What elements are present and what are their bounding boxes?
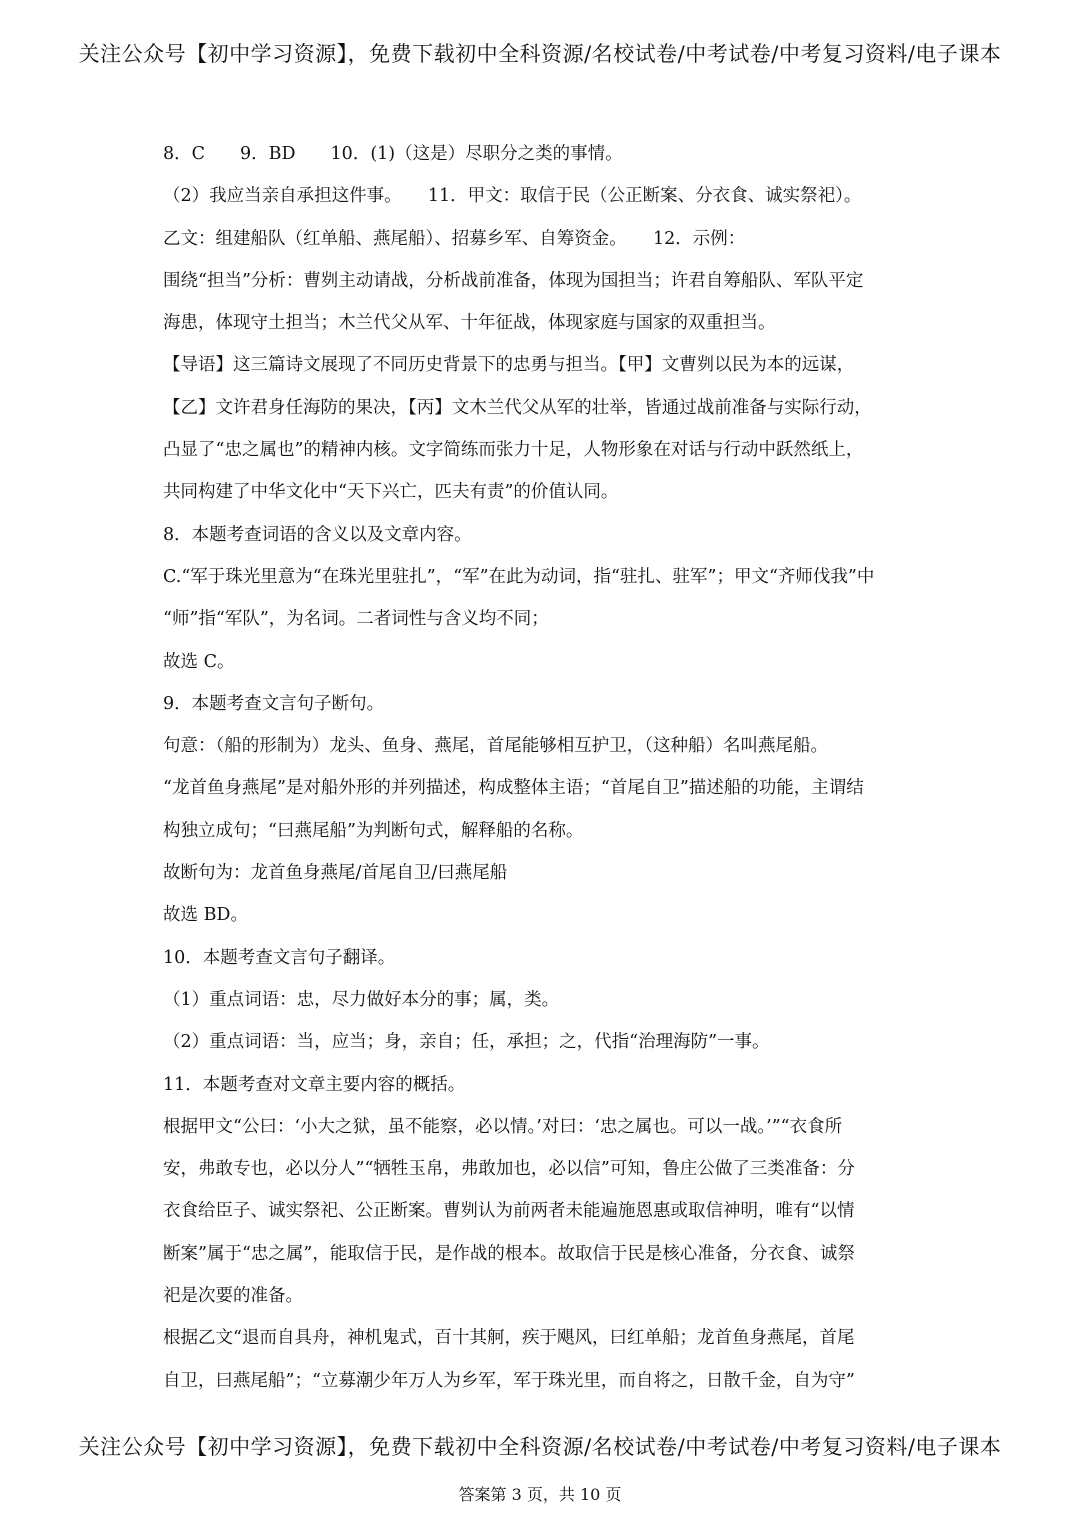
text-line: 共同构建了中华文化中“天下兴亡，匹夫有责”的价值认同。 xyxy=(163,482,619,503)
text-line: 【导语】这三篇诗文展现了不同历史背景下的忠勇与担当。【甲】文曹刿以民为本的远谋， xyxy=(163,355,855,376)
text-line: （2）我应当亲自承担这件事。 11．甲文：取信于民（公正断案、分衣食、诚实祭祀）。 xyxy=(163,186,862,207)
header-banner: 关注公众号【初中学习资源】，免费下载初中全科资源/名校试卷/中考试卷/中考复习资料/电子课本 xyxy=(78,42,1002,66)
text-line: 故断句为：龙首鱼身燕尾/首尾自卫/曰燕尾船 xyxy=(163,863,508,884)
footer-banner: 关注公众号【初中学习资源】，免费下载初中全科资源/名校试卷/中考试卷/中考复习资料/电子课本 xyxy=(78,1435,1002,1459)
text-line: （2）重点词语：当，应当；身，亲自；任，承担；之，代指“治理海防”一事。 xyxy=(163,1032,770,1053)
text-line: “师”指“军队”，为名词。二者词性与含义均不同； xyxy=(163,609,549,630)
text-line: C.“军于珠光里意为“在珠光里驻扎”，“军”在此为动词，指“驻扎、驻军”；甲文“齐师伐我”中 xyxy=(163,566,875,587)
text-line: 故选 BD。 xyxy=(163,905,248,926)
text-line: 8．本题考查词语的含义以及文章内容。 xyxy=(163,524,472,545)
text-line: 安，弗敢专也，必以分人”“牺牲玉帛，弗敢加也，必以信”可知，鲁庄公做了三类准备：分 xyxy=(163,1159,855,1180)
text-line: 围绕“担当”分析：曹刿主动请战，分析战前准备，体现为国担当；许君自筹船队、军队平定 xyxy=(163,270,864,291)
text-line: 故选 C。 xyxy=(163,651,235,672)
text-line: 10．本题考查文言句子翻译。 xyxy=(163,947,396,968)
text-line: 构独立成句；“曰燕尾船”为判断句式，解释船的名称。 xyxy=(163,820,584,841)
text-line: 根据乙文“退而自具舟，神机鬼式，百十其舸，疾于飓风，曰红单船；龙首鱼身燕尾，首尾 xyxy=(163,1328,855,1349)
text-line: 衣食给臣子、诚实祭祀、公正断案。曹刿认为前两者未能遍施恩惠或取信神明，唯有“以情 xyxy=(163,1201,855,1222)
text-line: 祀是次要的准备。 xyxy=(163,1286,303,1307)
text-line: 自卫，曰燕尾船”；“立募潮少年万人为乡军，军于珠光里，而自将之，日散千金，自为守” xyxy=(163,1370,855,1391)
text-line: 海患，体现守土担当；木兰代父从军、十年征战，体现家庭与国家的双重担当。 xyxy=(163,313,776,334)
text-line: 凸显了“忠之属也”的精神内核。文字简练而张力十足，人物形象在对话与行动中跃然纸上， xyxy=(163,440,864,461)
text-line: 乙文：组建船队（红单船、燕尾船）、招募乡军、自筹资金。 12．示例： xyxy=(163,228,746,249)
text-line: 8．C 9．BD 10．(1)（这是）尽职分之类的事情。 xyxy=(163,144,623,164)
text-line: （1）重点词语：忠，尽力做好本分的事；属，类。 xyxy=(163,989,560,1010)
text-line: 断案”属于“忠之属”，能取信于民，是作战的根本。故取信于民是核心准备，分衣食、诚祭 xyxy=(163,1243,855,1264)
text-line: 【乙】文许君身任海防的果决，【丙】文木兰代父从军的壮举，皆通过战前准备与实际行动， xyxy=(163,397,872,418)
text-line: 9．本题考查文言句子断句。 xyxy=(163,693,385,714)
page-number: 答案第 3 页，共 10 页 xyxy=(458,1485,622,1504)
document-body xyxy=(163,141,933,1410)
text-line: 句意：（船的形制为）龙头、鱼身、燕尾，首尾能够相互护卫，（这种船）名叫燕尾船。 xyxy=(163,736,828,757)
text-line: “龙首鱼身燕尾”是对船外形的并列描述，构成整体主语；“首尾自卫”描述船的功能，主谓结 xyxy=(163,778,864,799)
text-line: 11．本题考查对文章主要内容的概括。 xyxy=(163,1074,466,1095)
text-line: 根据甲文“公曰：‘小大之狱，虽不能察，必以情。’对曰：‘忠之属也。可以一战。’”“衣食所 xyxy=(163,1116,843,1137)
